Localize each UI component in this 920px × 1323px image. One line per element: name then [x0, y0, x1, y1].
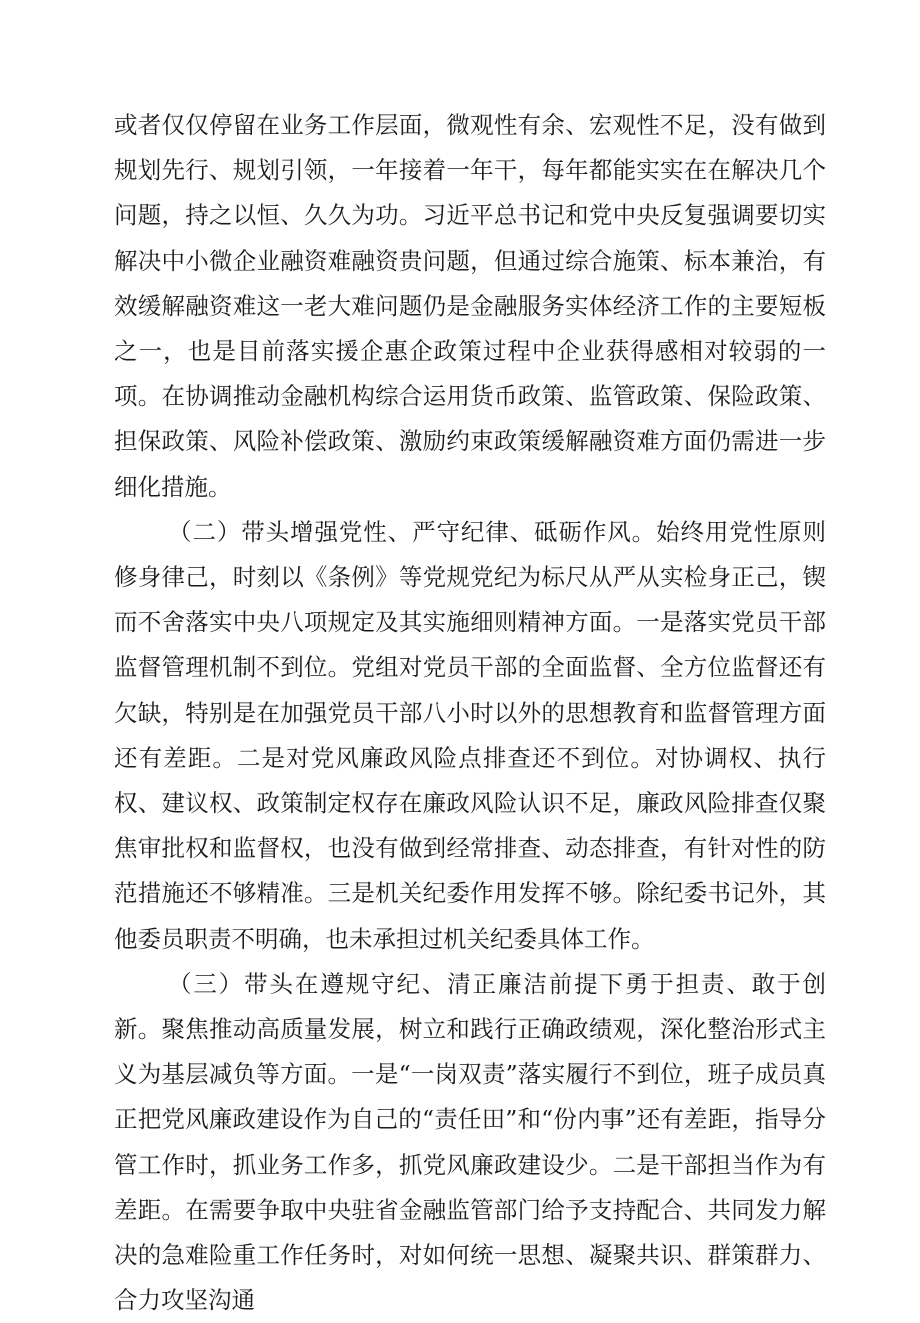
document-body — [114, 103, 826, 1323]
paragraph-section-2: （二）带头增强党性、严守纪律、砥砺作风。始终用党性原则修身律己，时刻以《条例》等党规党纪为标尺从严从实检身正己，锲而不舍落实中央八项规定及其实施细则精神方面。一是落实党员干部监督管理机制不到位。党组对党员干部的全面监督、全方位监督还有欠缺，特别是在加强党员干部八小时以外的思想教育和监督管理方面还有差距。二是对党风廉政风险点排查还不到位。对协调权、执行权、建议权、政策制定权存在廉政风险认识不足，廉政风险排查仅聚焦审批权和监督权，也没有做到经常排查、动态排查，有针对性的防范措施还不够精准。三是机关纪委作用发挥不够。除纪委书记外，其他委员职责不明确，也未承担过机关纪委具体工作。 — [114, 517, 826, 953]
paragraph-continuation: 或者仅仅停留在业务工作层面，微观性有余、宏观性不足，没有做到规划先行、规划引领，一年接着一年干，每年都能实实在在解决几个问题，持之以恒、久久为功。习近平总书记和党中央反复强调要切实解决中小微企业融资难融资贵问题，但通过综合施策、标本兼治，有效缓解融资难这一老大难问题仍是金融服务实体经济工作的主要短板之一，也是目前落实援企惠企政策过程中企业获得感相对较弱的一项。在协调推动金融机构综合运用货币政策、监管政策、保险政策、担保政策、风险补偿政策、激励约束政策缓解融资难方面仍需进一步细化措施。 — [114, 111, 826, 501]
paragraph-section-3: （三）带头在遵规守纪、清正廉洁前提下勇于担责、敢于创新。聚焦推动高质量发展，树立和践行正确政绩观，深化整治形式主义为基层减负等方面。一是“一岗双责”落实履行不到位，班子成员真正把党风廉政建设作为自己的“责任田”和“份内事”还有差距，指导分管工作时，抓业务工作多，抓党风廉政建设少。二是干部担当作为有差距。在需要争取中央驻省金融监管部门给予支持配合、共同发力解决的急难险重工作任务时，对如何统一思想、凝聚共识、群策群力、合力攻坚沟通 — [114, 969, 826, 1315]
